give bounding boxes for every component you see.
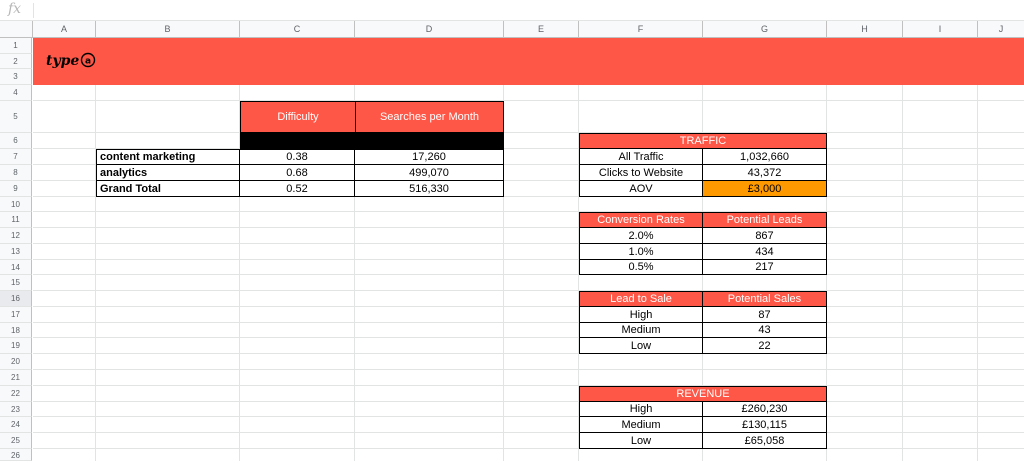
grid-line: [33, 227, 1024, 228]
lead-level-cell[interactable]: Low: [579, 338, 703, 354]
conversion-rate-cell[interactable]: 0.5%: [579, 260, 703, 275]
potential-leads-cell[interactable]: 434: [703, 244, 827, 260]
black-separator-row: [240, 133, 504, 149]
column-header-e[interactable]: E: [504, 21, 579, 38]
grid-line: [33, 432, 1024, 433]
row-header-11[interactable]: 11: [0, 212, 32, 228]
traffic-label[interactable]: Clicks to Website: [579, 165, 703, 181]
searches-cell[interactable]: 499,070: [355, 165, 504, 181]
row-header-18[interactable]: 18: [0, 323, 32, 338]
grid-line: [33, 306, 1024, 307]
searches-cell[interactable]: 17,260: [355, 149, 504, 165]
difficulty-header: Difficulty: [240, 101, 355, 133]
traffic-label[interactable]: All Traffic: [579, 149, 703, 165]
difficulty-total[interactable]: 0.52: [240, 181, 355, 197]
keyword-cell[interactable]: content marketing: [96, 149, 240, 165]
conversion-rates-header: Conversion Rates: [579, 212, 703, 228]
grid-line: [33, 385, 1024, 386]
grid-line: [33, 259, 1024, 260]
row-header-23[interactable]: 23: [0, 402, 32, 417]
grid-line: [95, 38, 96, 461]
grid-line: [33, 401, 1024, 402]
grid-line: [33, 369, 1024, 370]
row-header-15[interactable]: 15: [0, 275, 32, 291]
conversion-rate-cell[interactable]: 1.0%: [579, 244, 703, 260]
grid-line: [977, 38, 978, 461]
revenue-value-cell[interactable]: £130,115: [703, 417, 827, 433]
row-header-20[interactable]: 20: [0, 354, 32, 370]
aov-value[interactable]: £3,000: [703, 181, 827, 197]
grid-line: [33, 353, 1024, 354]
grid-line: [33, 274, 1024, 275]
grid-line: [33, 448, 1024, 449]
row-header-13[interactable]: 13: [0, 244, 32, 260]
potential-leads-cell[interactable]: 217: [703, 260, 827, 275]
lead-to-sale-header: Lead to Sale: [579, 291, 703, 307]
keyword-cell[interactable]: analytics: [96, 165, 240, 181]
grid-line: [33, 243, 1024, 244]
grand-total-label[interactable]: Grand Total: [96, 181, 240, 197]
aov-label[interactable]: AOV: [579, 181, 703, 197]
column-header-c[interactable]: C: [240, 21, 355, 38]
row-header-4[interactable]: 4: [0, 85, 32, 101]
formula-bar-divider: [33, 3, 34, 18]
row-header-24[interactable]: 24: [0, 417, 32, 433]
grid-line: [33, 337, 1024, 338]
lead-level-cell[interactable]: High: [579, 307, 703, 323]
row-header-22[interactable]: 22: [0, 386, 32, 402]
row-header-2[interactable]: 2: [0, 54, 32, 69]
svg-text:a: a: [84, 56, 92, 67]
revenue-level-cell[interactable]: Low: [579, 433, 703, 449]
column-header-b[interactable]: B: [96, 21, 240, 38]
row-header-26[interactable]: 26: [0, 449, 32, 461]
row-header-9[interactable]: 9: [0, 181, 32, 197]
potential-sales-cell[interactable]: 43: [703, 323, 827, 338]
type-a-logo: [46, 50, 96, 70]
traffic-value[interactable]: 1,032,660: [703, 149, 827, 165]
conversion-rate-cell[interactable]: 2.0%: [579, 228, 703, 244]
difficulty-cell[interactable]: 0.68: [240, 165, 355, 181]
row-header-7[interactable]: 7: [0, 149, 32, 165]
fx-icon: fx: [8, 1, 22, 17]
header-banner: [33, 38, 1024, 85]
row-header-19[interactable]: 19: [0, 338, 32, 354]
row-header-21[interactable]: 21: [0, 370, 32, 386]
difficulty-cell[interactable]: 0.38: [240, 149, 355, 165]
column-header-g[interactable]: G: [703, 21, 827, 38]
lead-level-cell[interactable]: Medium: [579, 323, 703, 338]
revenue-level-cell[interactable]: High: [579, 402, 703, 417]
traffic-value[interactable]: 43,372: [703, 165, 827, 181]
column-header-bar: [0, 21, 1024, 38]
potential-sales-cell[interactable]: 87: [703, 307, 827, 323]
column-header-h[interactable]: H: [827, 21, 903, 38]
select-all-corner[interactable]: [0, 21, 33, 38]
svg-text:type: type: [46, 53, 80, 69]
revenue-value-cell[interactable]: £260,230: [703, 402, 827, 417]
grid-line: [33, 290, 1024, 291]
grid-line: [33, 416, 1024, 417]
row-header-3[interactable]: 3: [0, 69, 32, 85]
searches-header: Searches per Month: [355, 101, 504, 133]
grid-line: [33, 132, 1024, 133]
column-header-i[interactable]: I: [903, 21, 978, 38]
row-header-8[interactable]: 8: [0, 165, 32, 181]
row-header-12[interactable]: 12: [0, 228, 32, 244]
grid-line: [902, 38, 903, 461]
potential-leads-header: Potential Leads: [703, 212, 827, 228]
row-header-17[interactable]: 17: [0, 307, 32, 323]
row-header-25[interactable]: 25: [0, 433, 32, 449]
revenue-header: REVENUE: [579, 386, 827, 402]
potential-leads-cell[interactable]: 867: [703, 228, 827, 244]
grid-line: [33, 322, 1024, 323]
grid-line: [33, 211, 1024, 212]
traffic-header: TRAFFIC: [579, 133, 827, 149]
row-header-16[interactable]: 16: [0, 291, 32, 307]
column-header-a[interactable]: A: [33, 21, 96, 38]
row-header-5[interactable]: 5: [0, 101, 32, 133]
row-header-6[interactable]: 6: [0, 133, 32, 149]
searches-total[interactable]: 516,330: [355, 181, 504, 197]
potential-sales-header: Potential Sales: [703, 291, 827, 307]
row-header-10[interactable]: 10: [0, 197, 32, 212]
column-header-f[interactable]: F: [579, 21, 703, 38]
row-header-1[interactable]: 1: [0, 38, 32, 54]
column-header-j[interactable]: J: [998, 24, 1004, 34]
row-header-14[interactable]: 14: [0, 260, 32, 275]
revenue-value-cell[interactable]: £65,058: [703, 433, 827, 449]
formula-bar[interactable]: [0, 0, 1024, 21]
column-header-d[interactable]: D: [355, 21, 504, 38]
potential-sales-cell[interactable]: 22: [703, 338, 827, 354]
revenue-level-cell[interactable]: Medium: [579, 417, 703, 433]
grid-line: [33, 100, 1024, 101]
